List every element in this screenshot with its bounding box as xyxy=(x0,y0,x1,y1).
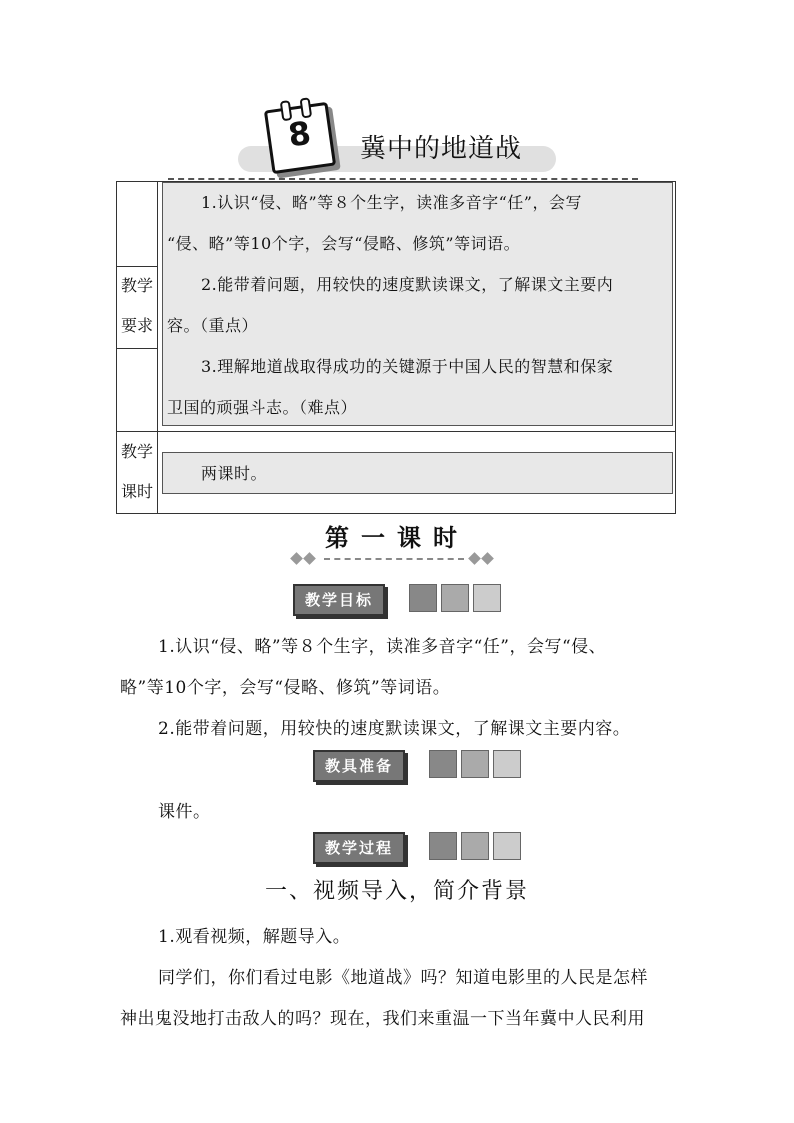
row-label-requirements-b: 要求 xyxy=(120,316,153,335)
materials-label: 教具准备 xyxy=(313,750,405,782)
session-title: 第一课时 xyxy=(325,524,469,552)
materials-text: 课件。 xyxy=(158,802,211,822)
objective-1-line-2: 略”等10个字，会写“侵略、修筑”等词语。 xyxy=(120,678,451,698)
process-label: 教学过程 xyxy=(313,832,405,864)
calendar-icon xyxy=(264,102,336,174)
row-label-hours-b: 课时 xyxy=(120,482,153,501)
title-divider xyxy=(168,178,638,180)
goal-1-line-1: 1.认识“侵、略”等８个生字，读准多音字“任”，会写 xyxy=(201,193,582,212)
goal-2-line-2: 容。（重点） xyxy=(167,316,259,335)
intro-line-1: 同学们，你们看过电影《地道战》吗？知道电影里的人民是怎样 xyxy=(158,968,648,988)
goal-2-line-1: 2.能带着问题，用较快的速度默读课文，了解课文主要内 xyxy=(201,275,614,294)
lesson-number: 8 xyxy=(285,113,314,155)
objectives-label: 教学目标 xyxy=(293,584,385,616)
session-title-decoration xyxy=(292,548,496,558)
class-hours: 两课时。 xyxy=(201,464,268,483)
step-1: 1.观看视频，解题导入。 xyxy=(158,927,351,947)
goal-1-line-2: “侵、略”等10个字，会写“侵略、修筑”等词语。 xyxy=(167,234,521,253)
step-heading: 一、视频导入，简介背景 xyxy=(264,879,529,904)
goal-3-line-1: 3.理解地道战取得成功的关键源于中国人民的智慧和保家 xyxy=(201,357,614,376)
row-label-hours-a: 教学 xyxy=(120,442,153,461)
objective-1-line-1: 1.认识“侵、略”等８个生字，读准多音字“任”，会写“侵、 xyxy=(158,637,607,657)
lesson-title: 冀中的地道战 xyxy=(360,134,523,164)
objective-2: 2.能带着问题，用较快的速度默读课文，了解课文主要内容。 xyxy=(158,719,631,739)
row-label-requirements-a: 教学 xyxy=(120,276,153,295)
goal-3-line-2: 卫国的顽强斗志。（难点） xyxy=(167,398,358,417)
intro-line-2: 神出鬼没地打击敌人的吗？现在，我们来重温一下当年冀中人民利用 xyxy=(120,1009,645,1029)
requirements-table xyxy=(116,181,676,514)
